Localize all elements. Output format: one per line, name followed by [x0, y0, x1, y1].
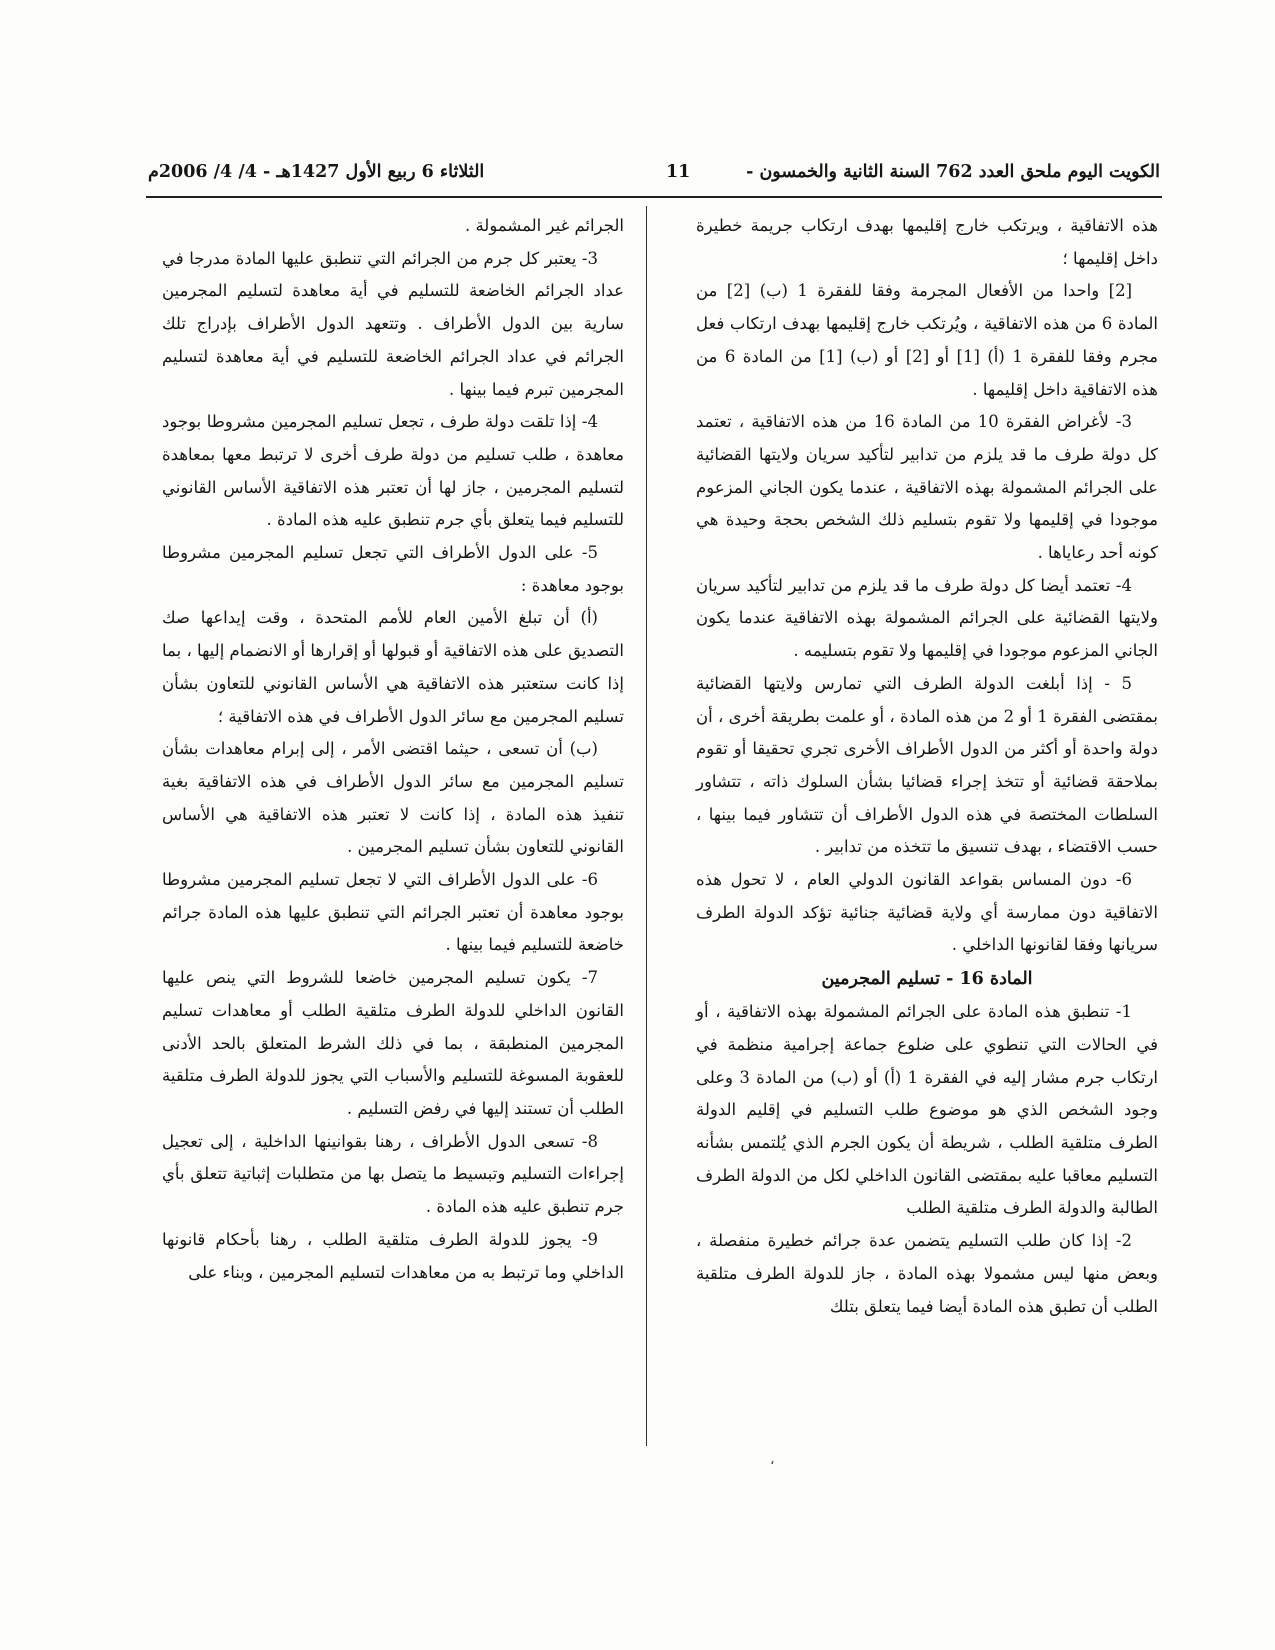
header-rule [146, 196, 1162, 198]
paragraph: (أ) أن تبلغ الأمين العام للأمم المتحدة ، وقت إيداعها صك التصديق على هذه الاتفاقية أو قبولها أو إقرارها أو الانضمام إليها ، بما إذا كانت ستعتبر هذه الاتفاقية هي الأساس القانوني للتعاون بشأن تسليم المجرمين مع سائر الدول الأطراف في هذه الاتفاقية ؛ [162, 608, 624, 726]
stray-mark: ، [770, 1452, 775, 1468]
paragraph: 2- إذا كان طلب التسليم يتضمن عدة جرائم خطيرة منفصلة ، وبعض منها ليس مشمولا بهذه المادة ، جاز للدولة الطرف متلقية الطلب أن تطبق هذه المادة أيضا فيما يتعلق بتلك [696, 1231, 1158, 1316]
paragraph: (ب) أن تسعى ، حيثما اقتضى الأمر ، إلى إبرام معاهدات بشأن تسليم المجرمين مع سائر الدول الأطراف في هذه الاتفاقية بغية تنفيذ هذه المادة ، إذا كانت لا تعتبر هذه الاتفاقية هي الأساس القانوني للتعاون بشأن تسليم المجرمين . [162, 739, 624, 857]
page-header [148, 160, 1160, 190]
paragraph: 9- يجوز للدولة الطرف متلقية الطلب ، رهنا بأحكام قانونها الداخلي وما ترتبط به من معاهدات لتسليم المجرمين ، وبناء على [162, 1229, 624, 1282]
paragraph: 1- تنطبق هذه المادة على الجرائم المشمولة بهذه الاتفاقية ، أو في الحالات التي تنطوي على ضلوع جماعة إجرامية منظمة في ارتكاب جرم مشار إليه في الفقرة 1 (أ) أو (ب) من المادة 3 وعلى وجود الشخص الذي هو موضوع طلب التسليم في إقليم الدولة الطرف متلقية الطلب ، شريطة أن يكون الجرم الذي يُلتمس بشأنه التسليم معاقبا عليه بمقتضى القانون الداخلي لكل من الدولة الطرف الطالبة والدولة الطرف متلقية الطلب [696, 1002, 1158, 1218]
paragraph: 5 - إذا أبلغت الدولة الطرف التي تمارس ولايتها القضائية بمقتضى الفقرة 1 أو 2 من هذه المادة ، أو علمت بطريقة أخرى ، أن دولة واحدة أو أكثر من الدول الأطراف الأخرى تجري تحقيقا أو تقوم بملاحقة قضائية أو تتخذ إجراء قضائيا بشأن السلوك ذاته ، تتشاور السلطات المختصة في هذه الدول الأطراف أن تتشاور فيما بينها ، حسب الاقتضاء ، بهدف تنسيق ما تتخذه من تدابير . [696, 673, 1158, 857]
paragraph: 6- دون المساس بقواعد القانون الدولي العام ، لا تحول هذه الاتفاقية دون ممارسة أي ولاية قضائية جنائية تؤكد الدولة الطرف سريانها وفقا لقانونها الداخلي . [696, 870, 1158, 955]
paragraph: 8- تسعى الدول الأطراف ، رهنا بقوانينها الداخلية ، إلى تعجيل إجراءات التسليم وتبسيط ما يتصل بها من متطلبات إثباتية تتعلق بأي جرم تنطبق عليه هذه المادة . [162, 1131, 624, 1217]
paragraph: 3- يعتبر كل جرم من الجرائم التي تنطبق عليها المادة مدرجا في عداد الجرائم الخاضعة للتسليم في أية معاهدة لتسليم المجرمين سارية بين الدول الأطراف . وتتعهد الدول الأطراف بإدراج تلك الجرائم في عداد الجرائم الخاضعة للتسليم في أية معاهدة لتسليم المجرمين تبرم فيما بينها . [162, 248, 624, 399]
left-column [162, 210, 624, 1289]
paragraph: 4- تعتمد أيضا كل دولة طرف ما قد يلزم من تدابير لتأكيد سريان ولايتها القضائية على الجرائم المشمولة بهذه الاتفاقية عندما يكون الجاني المزعوم موجودا في إقليمها ولا تقوم بتسليمه . [696, 575, 1158, 661]
article-heading: المادة 16 - تسليم المجرمين [821, 969, 1033, 990]
column-divider [646, 206, 647, 1446]
paragraph: 7- يكون تسليم المجرمين خاضعا للشروط التي ينص عليها القانون الداخلي للدولة الطرف متلقية الطلب أو معاهدات تسليم المجرمين المنطبقة ، بما في ذلك الشرط المتعلق بالحد الأدنى للعقوبة المسوغة للتسليم والأسباب التي يجوز للدولة الطرف متلقية الطلب أن تستند إليها في رفض التسليم . [162, 968, 624, 1118]
header-page-number: 11 [666, 162, 691, 182]
paragraph: 5- على الدول الأطراف التي تجعل تسليم المجرمين مشروطا بوجود معاهدة : [162, 543, 624, 595]
header-date: الثلاثاء 6 ربيع الأول 1427هـ - 4/ 4/ 2006م [148, 162, 485, 182]
paragraph: 4- إذا تلقت دولة طرف ، تجعل تسليم المجرمين مشروطا بوجود معاهدة ، طلب تسليم من دولة طرف أخرى لا ترتبط معها بمعاهدة لتسليم المجرمين ، جاز لها أن تعتبر هذه الاتفاقية الأساس القانوني للتسليم فيما يتعلق بأي جرم تنطبق عليه هذه المادة . [162, 412, 624, 530]
paragraph: 6- على الدول الأطراف التي لا تجعل تسليم المجرمين مشروطا بوجود معاهدة أن تعتبر الجرائم التي تنطبق عليها هذه المادة جرائم خاضعة للتسليم فيما بينها . [162, 870, 624, 955]
paragraph: [2] واحدا من الأفعال المجرمة وفقا للفقرة 1 (ب) [2] من المادة 6 من هذه الاتفاقية ، ويُرتكب خارج إقليمها بهدف ارتكاب فعل مجرم وفقا للفقرة 1 (أ) [1] أو [2] أو (ب) [1] من المادة 6 من هذه الاتفاقية داخل إقليمها . [696, 281, 1158, 399]
paragraph: الجرائم غير المشمولة . [464, 216, 624, 235]
right-column [696, 210, 1158, 1323]
paragraph: هذه الاتفاقية ، ويرتكب خارج إقليمها بهدف ارتكاب جريمة خطيرة داخل إقليمها ؛ [696, 216, 1158, 268]
paragraph: 3- لأغراض الفقرة 10 من المادة 16 من هذه الاتفاقية ، تعتمد كل دولة طرف ما قد يلزم من تدابير لتأكيد سريان ولايتها القضائية على الجرائم المشمولة بهذه الاتفاقية ، عندما يكون الجاني المزعوم موجودا في إقليمها ولا تقوم بتسليم ذلك الشخص بحجة وحيدة هي كونه أحد رعاياها . [696, 412, 1158, 563]
header-publication: الكويت اليوم ملحق العدد 762 السنة الثانية والخمسون - [746, 162, 1160, 182]
